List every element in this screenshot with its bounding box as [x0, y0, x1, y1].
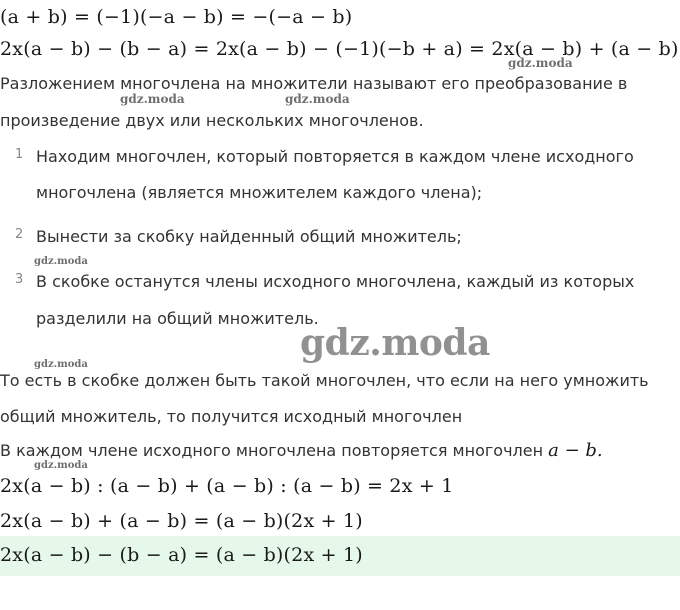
explanation-line-3: [0, 440, 603, 461]
inline-formula: a − b.: [548, 440, 603, 461]
step-number: 3: [15, 272, 24, 287]
math-line-4: 2x(a − b) + (a − b) = (a − b)(2x + 1): [0, 510, 363, 532]
math-line-3: 2x(a − b) : (a − b) + (a − b) : (a − b) = 2x + 1: [0, 475, 454, 497]
watermark: gdz.moda: [285, 92, 350, 106]
step-text: Вынести за скобку найденный общий множитель;: [36, 227, 462, 246]
explanation-line-2: общий множитель, то получится исходный многочлен: [0, 407, 463, 426]
math-line-2: 2x(a − b) − (b − a) = 2x(a − b) − (−1)(−b + a) = 2x(a − b) + (a − b): [0, 38, 679, 60]
answer-formula: 2x(a − b) − (b − a) = (a − b)(2x + 1): [0, 544, 363, 566]
step-text: разделили на общий множитель.: [36, 309, 319, 328]
watermark: gdz.moda: [34, 359, 88, 370]
watermark: gdz.moda: [508, 56, 573, 70]
step-text: В скобке останутся члены исходного многочлена, каждый из которых: [36, 272, 635, 291]
watermark: gdz.moda: [120, 92, 185, 106]
watermark: gdz.moda: [34, 256, 88, 267]
step-number: 1: [15, 147, 24, 162]
definition-line-2: произведение двух или нескольких многочленов.: [0, 111, 424, 130]
explanation-line-1: То есть в скобке должен быть такой многочлен, что если на него умножить: [0, 371, 649, 390]
definition-line-1: Разложением многочлена на множители называют его преобразование в: [0, 74, 628, 93]
step-number: 2: [15, 227, 24, 242]
watermark: gdz.moda: [34, 460, 88, 471]
math-line-1: (a + b) = (−1)(−a − b) = −(−a − b): [0, 6, 353, 28]
explanation-text: В каждом члене исходного многочлена повторяется многочлен: [0, 441, 549, 460]
step-text: Находим многочлен, который повторяется в каждом члене исходного: [36, 147, 634, 166]
step-text: многочлена (является множителем каждого члена);: [36, 183, 483, 202]
watermark-large: gdz.moda: [300, 322, 490, 364]
